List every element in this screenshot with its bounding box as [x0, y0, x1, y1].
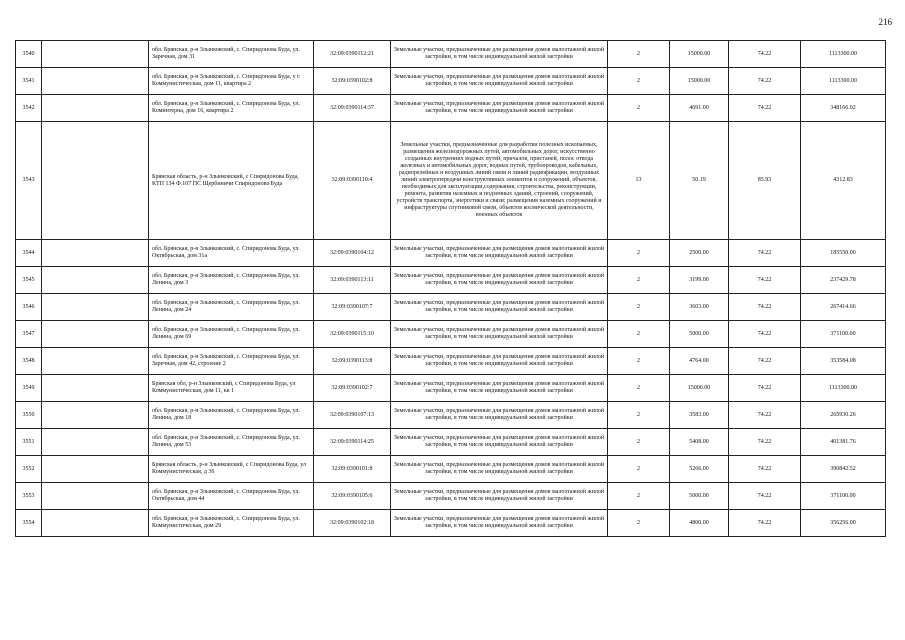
- address-cell: Брянская область, р-н Злынковский, с Спиридонова Буда, ул Коммунистическая, д 36: [149, 456, 314, 483]
- cadastral-number-cell: 32:09:0390114:37: [314, 95, 391, 122]
- cadastral-value-cell: 265930.26: [801, 402, 886, 429]
- address-cell: обл. Брянская, р-н Злынковский, с. Спиридонова Буда, ул. Октябрьская, дом 31а: [149, 240, 314, 267]
- table-row: [16, 510, 886, 537]
- table-row: [16, 294, 886, 321]
- area-cell: 4691.00: [670, 95, 729, 122]
- rate-cell: 74.22: [729, 240, 801, 267]
- row-number-cell: 3548: [16, 348, 42, 375]
- group-cell: 2: [608, 321, 670, 348]
- table-row: [16, 68, 886, 95]
- cadastral-value-cell: 237429.78: [801, 267, 886, 294]
- rate-cell: 74.22: [729, 294, 801, 321]
- cadastral-value-cell: 371100.00: [801, 321, 886, 348]
- land-use-cell: Земельные участки, предназначенные для размещения домов малоэтажной жилой застройки, в том числе индивидуальной жилой застройки: [391, 95, 608, 122]
- rate-cell: 74.22: [729, 402, 801, 429]
- cadastral-table: [15, 40, 886, 537]
- rate-cell: 74.22: [729, 68, 801, 95]
- blank-cell: [42, 41, 149, 68]
- area-cell: 3603.00: [670, 294, 729, 321]
- table-row: [16, 375, 886, 402]
- address-cell: обл. Брянская, р-н Злынковский, с. Спиридонова Буда, ул. Ленина, дом 53: [149, 429, 314, 456]
- land-use-cell: Земельные участки, предназначенные для размещения домов малоэтажной жилой застройки, в том числе индивидуальной жилой застройки: [391, 483, 608, 510]
- blank-cell: [42, 510, 149, 537]
- row-number-cell: 3547: [16, 321, 42, 348]
- address-cell: обл. Брянская, р-н Злынковский, с. Спиридонова Буда, ул. Заречная, дом 31: [149, 41, 314, 68]
- rate-cell: 74.22: [729, 483, 801, 510]
- cadastral-number-cell: 32:09:0390112:21: [314, 41, 391, 68]
- row-number-cell: 3542: [16, 95, 42, 122]
- area-cell: 2500.00: [670, 240, 729, 267]
- address-cell: обл. Брянская, р-н Злынковский, с. Спиридонова Буда, ул. Ленина, дом 3: [149, 267, 314, 294]
- rate-cell: 74.22: [729, 41, 801, 68]
- land-use-cell: Земельные участки, предназначенные для размещения домов малоэтажной жилой застройки, в том числе индивидуальной жилой застройки: [391, 402, 608, 429]
- group-cell: 2: [608, 456, 670, 483]
- cadastral-value-cell: 185550.00: [801, 240, 886, 267]
- land-use-cell: Земельные участки, предназначенные для размещения домов малоэтажной жилой застройки, в том числе индивидуальной жилой застройки: [391, 267, 608, 294]
- land-use-cell: Земельные участки, предназначенные для разработки полезных ископаемых, размещения железнодорожных путей, автомобильных дорог, искусственно созданных внутренних водных путей, причалов, пристаней, полос отвода железных и автомобильных дорог, водных путей, трубопроводов, кабельных, радиорелейных и воздушных линий связи и линий радиофикации, воздушных линий электропередачи конструктивных элементов и сооружений, объектов, необходимых для эксплуатации,содержания, строительства, реконструкции, ремонта, развития наземных и подземных зданий, строений, сооружений, устройств транспорта, энергетики и связи; размещения наземных сооружений и инфраструктуры спутниковой связи, объектов космической деятельности, военных объектов: [391, 122, 608, 240]
- blank-cell: [42, 456, 149, 483]
- row-number-cell: 3550: [16, 402, 42, 429]
- table-row: [16, 267, 886, 294]
- area-cell: 15000.00: [670, 68, 729, 95]
- table-row: [16, 41, 886, 68]
- land-use-cell: Земельные участки, предназначенные для размещения домов малоэтажной жилой застройки, в том числе индивидуальной жилой застройки: [391, 510, 608, 537]
- group-cell: 2: [608, 95, 670, 122]
- blank-cell: [42, 240, 149, 267]
- row-number-cell: 3554: [16, 510, 42, 537]
- row-number-cell: 3544: [16, 240, 42, 267]
- land-use-cell: Земельные участки, предназначенные для размещения домов малоэтажной жилой застройки, в том числе индивидуальной жилой застройки: [391, 294, 608, 321]
- land-use-cell: Земельные участки, предназначенные для размещения домов малоэтажной жилой застройки, в том числе индивидуальной жилой застройки: [391, 321, 608, 348]
- cadastral-number-cell: 32:09:0390107:13: [314, 402, 391, 429]
- address-cell: обл. Брянская, р-н Злынковский, с. Спиридонова Буда, ул. Ленина, дом 18: [149, 402, 314, 429]
- address-cell: обл. Брянская, р-н Злынковский, с. Спиридонова Буда, ул. Ленина, дом 24: [149, 294, 314, 321]
- cadastral-value-cell: 1113300.00: [801, 68, 886, 95]
- blank-cell: [42, 375, 149, 402]
- blank-cell: [42, 348, 149, 375]
- cadastral-number-cell: 32:09:0390114:25: [314, 429, 391, 456]
- table-row: [16, 456, 886, 483]
- table-row: [16, 483, 886, 510]
- rate-cell: 74.22: [729, 95, 801, 122]
- area-cell: 5000.00: [670, 483, 729, 510]
- cadastral-number-cell: 32:09:0390107:7: [314, 294, 391, 321]
- rate-cell: 74.22: [729, 375, 801, 402]
- cadastral-value-cell: 1113300.00: [801, 41, 886, 68]
- group-cell: 2: [608, 68, 670, 95]
- cadastral-value-cell: 401381.76: [801, 429, 886, 456]
- group-cell: 2: [608, 402, 670, 429]
- area-cell: 5000.00: [670, 321, 729, 348]
- area-cell: 4800.00: [670, 510, 729, 537]
- blank-cell: [42, 402, 149, 429]
- row-number-cell: 3552: [16, 456, 42, 483]
- group-cell: 2: [608, 41, 670, 68]
- cadastral-number-cell: 32:09:0390113:11: [314, 267, 391, 294]
- blank-cell: [42, 294, 149, 321]
- blank-cell: [42, 321, 149, 348]
- address-cell: Брянская область, р-н Злынковский, с Спиридонова Буда, КТП 134 Ф.107 ПС Щербиничи Спиридонова Буда: [149, 122, 314, 240]
- page-number: 216: [878, 17, 892, 27]
- cadastral-number-cell: 32:09:0390104:12: [314, 240, 391, 267]
- rate-cell: 74.22: [729, 429, 801, 456]
- land-use-cell: Земельные участки, предназначенные для размещения домов малоэтажной жилой застройки, в том числе индивидуальной жилой застройки: [391, 240, 608, 267]
- group-cell: 2: [608, 267, 670, 294]
- row-number-cell: 3551: [16, 429, 42, 456]
- rate-cell: 74.22: [729, 456, 801, 483]
- rate-cell: 74.22: [729, 267, 801, 294]
- address-cell: обл. Брянская, р-н Злынковский, с. Спиридонова Буда, ул. Заречная, дом 42, строение 2: [149, 348, 314, 375]
- land-use-cell: Земельные участки, предназначенные для размещения домов малоэтажной жилой застройки, в том числе индивидуальной жилой застройки: [391, 68, 608, 95]
- group-cell: 2: [608, 348, 670, 375]
- table-row: [16, 122, 886, 240]
- area-cell: 4764.00: [670, 348, 729, 375]
- cadastral-value-cell: 390842.52: [801, 456, 886, 483]
- blank-cell: [42, 95, 149, 122]
- cadastral-number-cell: 32:09:0390105:6: [314, 483, 391, 510]
- address-cell: обл. Брянская, р-н Злынковский, с. Спиридонова Буда, ул. Коминтерна, дом 16, квартира 2: [149, 95, 314, 122]
- cadastral-number-cell: 32:09:0390102:7: [314, 375, 391, 402]
- table-row: [16, 95, 886, 122]
- land-use-cell: Земельные участки, предназначенные для размещения домов малоэтажной жилой застройки, в том числе индивидуальной жилой застройки: [391, 348, 608, 375]
- area-cell: 3583.00: [670, 402, 729, 429]
- row-number-cell: 3546: [16, 294, 42, 321]
- rate-cell: 74.22: [729, 348, 801, 375]
- cadastral-value-cell: 353584.08: [801, 348, 886, 375]
- group-cell: 2: [608, 240, 670, 267]
- table-row: [16, 402, 886, 429]
- table-row: [16, 321, 886, 348]
- land-use-cell: Земельные участки, предназначенные для размещения домов малоэтажной жилой застройки, в том числе индивидуальной жилой застройки: [391, 429, 608, 456]
- group-cell: 2: [608, 375, 670, 402]
- area-cell: 15000.00: [670, 375, 729, 402]
- cadastral-value-cell: 348166.02: [801, 95, 886, 122]
- row-number-cell: 3545: [16, 267, 42, 294]
- blank-cell: [42, 267, 149, 294]
- cadastral-number-cell: 32:09:0390113:8: [314, 348, 391, 375]
- address-cell: обл. Брянская, р-н Злынковский, с. Спиридонова Буда, ул. Октябрьская, дом 44: [149, 483, 314, 510]
- blank-cell: [42, 429, 149, 456]
- cadastral-value-cell: 1113300.00: [801, 375, 886, 402]
- group-cell: 2: [608, 429, 670, 456]
- cadastral-number-cell: 32:09:0390102:8: [314, 68, 391, 95]
- rate-cell: 74.22: [729, 510, 801, 537]
- row-number-cell: 3541: [16, 68, 42, 95]
- land-use-cell: Земельные участки, предназначенные для размещения домов малоэтажной жилой застройки, в том числе индивидуальной жилой застройки: [391, 375, 608, 402]
- land-use-cell: Земельные участки, предназначенные для размещения домов малоэтажной жилой застройки, в том числе индивидуальной жилой застройки: [391, 456, 608, 483]
- rate-cell: 85.93: [729, 122, 801, 240]
- cadastral-number-cell: 32:09:0390110:4: [314, 122, 391, 240]
- table-body: [16, 41, 886, 537]
- cadastral-value-cell: 356256.00: [801, 510, 886, 537]
- address-cell: обл. Брянская, р-н Злынковский, с. Спиридонова Буда, ул. Коммунистическая, дом 29: [149, 510, 314, 537]
- group-cell: 2: [608, 510, 670, 537]
- cadastral-number-cell: 32:09:0390102:18: [314, 510, 391, 537]
- row-number-cell: 3543: [16, 122, 42, 240]
- group-cell: 2: [608, 483, 670, 510]
- blank-cell: [42, 483, 149, 510]
- table-row: [16, 348, 886, 375]
- group-cell: 13: [608, 122, 670, 240]
- blank-cell: [42, 122, 149, 240]
- cadastral-number-cell: 32:09:0390101:8: [314, 456, 391, 483]
- area-cell: 5408.00: [670, 429, 729, 456]
- address-cell: Брянская обл, р-н Злынковский, с Спиридонова Буда, ул Коммунистическая, дом 11, кв 1: [149, 375, 314, 402]
- area-cell: 15000.00: [670, 41, 729, 68]
- row-number-cell: 3549: [16, 375, 42, 402]
- area-cell: 5266.00: [670, 456, 729, 483]
- table-row: [16, 240, 886, 267]
- area-cell: 50.19: [670, 122, 729, 240]
- cadastral-value-cell: 4312.83: [801, 122, 886, 240]
- row-number-cell: 3540: [16, 41, 42, 68]
- blank-cell: [42, 68, 149, 95]
- land-use-cell: Земельные участки, предназначенные для размещения домов малоэтажной жилой застройки, в том числе индивидуальной жилой застройки: [391, 41, 608, 68]
- cadastral-value-cell: 371100.00: [801, 483, 886, 510]
- table-row: [16, 429, 886, 456]
- group-cell: 2: [608, 294, 670, 321]
- area-cell: 3199.00: [670, 267, 729, 294]
- row-number-cell: 3553: [16, 483, 42, 510]
- address-cell: обл. Брянская, р-н Злынковский, с. Спиридонова Буда, ул. Ленина, дом 69: [149, 321, 314, 348]
- cadastral-value-cell: 267414.66: [801, 294, 886, 321]
- rate-cell: 74.22: [729, 321, 801, 348]
- cadastral-number-cell: 32:09:0390115:10: [314, 321, 391, 348]
- address-cell: обл. Брянская, р-н Злынковский, с. Спиридонова Буда, у г. Коммунистическая, дом 11, квартира 2: [149, 68, 314, 95]
